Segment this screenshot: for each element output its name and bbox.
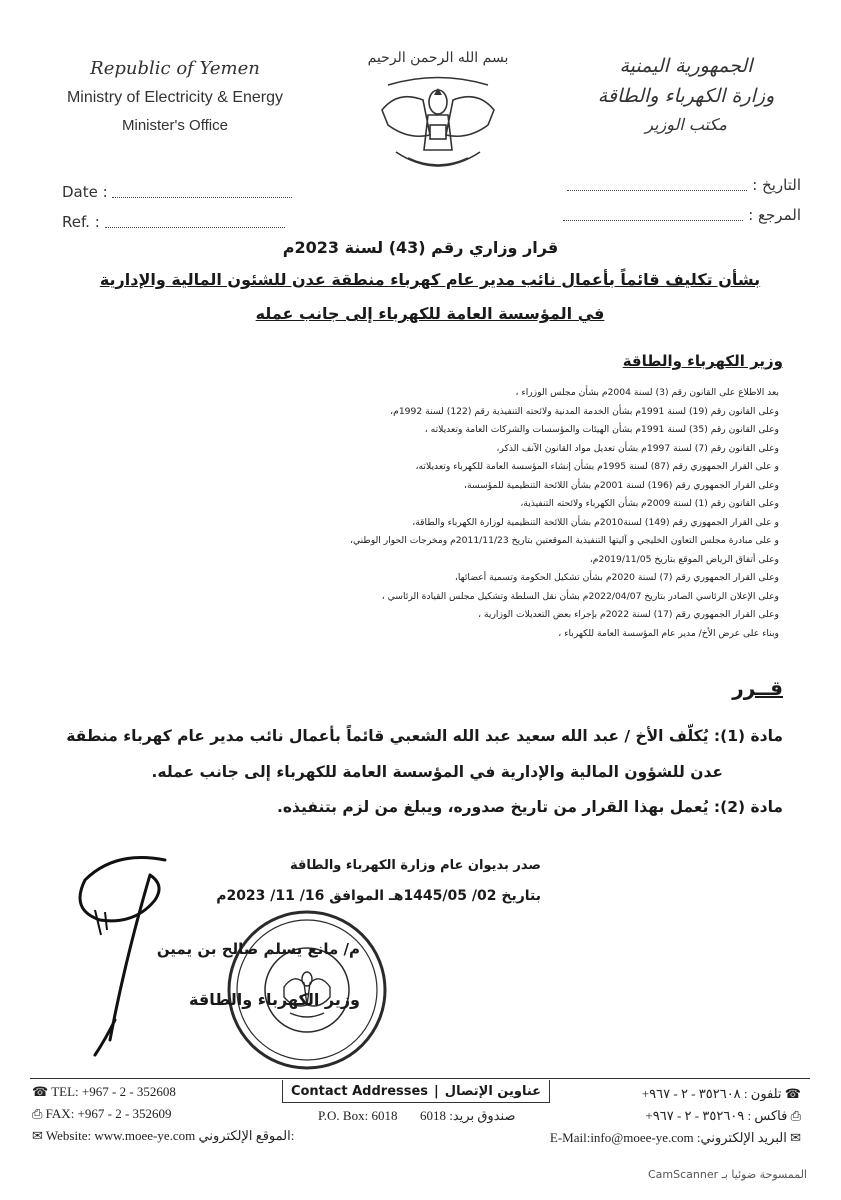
fax-icon: ⎙ — [32, 1106, 43, 1121]
preamble-item: بعد الاطلاع على القانون رقم (3) لسنة 2004م بشأن مجلس الوزراء ، — [515, 387, 779, 398]
decision-title: قرار وزاري رقم (43) لسنة 2023م — [282, 238, 559, 257]
contact-separator: | — [434, 1083, 439, 1099]
preamble-item: وبناء على عرض الأخ/ مدير عام المؤسسة العامة للكهرباء ، — [558, 627, 779, 639]
date-label-ar: التاريخ : — [752, 176, 801, 194]
article-1 — [63, 718, 783, 790]
phone-icon: ☎ — [32, 1084, 49, 1099]
ministry-name-ar: وزارة الكهرباء والطاقة — [597, 85, 775, 107]
tel-ar-text: تلفون : ٣٥٢٦٠٨ - ٢ - ٩٦٧+ — [641, 1086, 782, 1101]
pobox-ar: صندوق بريد: 6018 — [420, 1108, 516, 1123]
header-english — [60, 58, 290, 134]
footer-tel-en — [32, 1084, 176, 1100]
article-1-line1: مادة (1): يُكلّف الأخ / عبد الله سعيد عبد الله الشعبي قائماً بأعمال نائب مدير عام كهرباء منطقة — [66, 727, 783, 745]
pobox-en: P.O. Box: 6018 — [318, 1108, 398, 1123]
decision-subject-line1: بشأن تكليف قائماً بأعمال نائب مدير عام كهرباء منطقة عدن للشئون المالية والإدارية — [99, 270, 761, 289]
signatory-title: وزير الكهرباء والطاقة — [189, 990, 360, 1009]
minister-heading: وزير الكهرباء والطاقة — [622, 352, 783, 370]
fax-en-text: FAX: +967 - 2 - 352609 — [45, 1106, 172, 1121]
fax-ar-text: فاكس : ٣٥٢٦٠٩ - ٢ - ٩٦٧+ — [645, 1108, 788, 1123]
tel-en-text: TEL: +967 - 2 - 352608 — [51, 1084, 176, 1099]
footer-tel-ar — [642, 1086, 801, 1102]
date-field-en — [62, 183, 292, 201]
office-name-ar: مكتب الوزير — [645, 115, 727, 134]
footer-fax-ar — [645, 1108, 801, 1124]
phone-icon: ☎ — [784, 1086, 801, 1101]
camscanner-watermark: الممسوحة ضوئيا بـ CamScanner — [647, 1168, 807, 1181]
footer-website — [32, 1128, 294, 1144]
preamble-item: وعلى القانون رقم (35) لسنة 1991م بشأن الهيئات والمؤسسات والشركات العامة وتعديلاته ، — [424, 424, 779, 435]
date-dots-ar — [567, 180, 747, 191]
ref-dots-en — [105, 217, 285, 228]
article-1-line2: عدن للشؤون المالية والإدارية في المؤسسة العامة للكهرباء إلى جانب عمله. — [151, 763, 723, 781]
country-name-en: Republic of Yemen — [90, 58, 260, 79]
preamble-item: و على القرار الجمهوري رقم (149) لسنة2010م بشأن اللائحة التنظيمية لوزارة الكهرباء والطاقة، — [412, 516, 779, 528]
contact-heading-ar: عناوين الإتصال — [444, 1083, 542, 1099]
ref-field-en — [62, 213, 285, 231]
preamble-item: وعلى القانون رقم (7) لسنة 1997م بشأن تعديل مواد القانون الآنف الذكر، — [496, 442, 779, 454]
country-name-ar: الجمهورية اليمنية — [619, 55, 753, 77]
issued-date: بتاريخ 02/ 1445/05هـ الموافق 16/ 11/ 2023م — [216, 888, 541, 904]
mail-icon: ✉ — [790, 1130, 801, 1145]
signatory-name: م/ مانع يسلم صالح بن يمين — [156, 940, 360, 958]
website-label-ar: الموقع الإلكتروني: — [198, 1128, 295, 1143]
footer-pobox-ar — [420, 1108, 516, 1124]
date-field-ar — [567, 176, 801, 194]
preamble-item: وعلى أتفاق الرياض الموقع بتاريخ 2019/11/05م، — [589, 553, 779, 565]
decree-heading: قــرر — [732, 676, 783, 700]
contact-heading-en: Contact Addresses — [290, 1083, 429, 1099]
preamble-list — [179, 384, 779, 643]
issued-place: صدر بديوان عام وزارة الكهرباء والطاقة — [290, 858, 541, 873]
footer-email — [550, 1130, 801, 1146]
mail-icon: ✉ — [32, 1128, 43, 1143]
article-2: مادة (2): يُعمل بهذا القرار من تاريخ صدوره، ويبلغ من لزم بتنفيذه. — [277, 798, 783, 816]
date-label-en: Date : — [62, 183, 108, 201]
preamble-item: وعلى الإعلان الرئاسي الصادر بتاريخ 2022/04/07م بشأن نقل السلطة وتشكيل مجلس القيادة الرئاسي ، — [381, 590, 779, 602]
preamble-item: وعلى القرار الجمهوري رقم (196) لسنة 2001م بشأن اللائحة التنظيمية للمؤسسة، — [464, 479, 779, 491]
preamble-item: وعلى القرار الجمهوري رقم (7) لسنة 2020م بشأن تشكيل الحكومة وتسمية أعضائها، — [454, 572, 779, 583]
preamble-item: و على مبادرة مجلس التعاون الخليجي و آليتها التنفيذية الموقعتين بتاريخ 2011/11/23م ومخرجات الحوار الوطني، — [350, 535, 779, 546]
preamble-item: وعلى القانون رقم (1) لسنة 2009م بشأن الكهرباء ولائحته التنفيذية، — [520, 498, 779, 509]
fax-icon: ⎙ — [790, 1108, 801, 1123]
ref-label-en: Ref. : — [62, 213, 100, 231]
preamble-item: و على القرار الجمهوري رقم (87) لسنة 1995م بشأن إنشاء المؤسسة العامة للكهرباء وتعديلاته، — [415, 461, 779, 472]
decision-subject-line2: في المؤسسة العامة للكهرباء إلى جانب عمله — [255, 304, 605, 323]
contact-addresses-box — [282, 1080, 550, 1103]
website-text[interactable]: Website: www.moee-ye.com — [45, 1128, 196, 1143]
date-dots-en — [112, 187, 292, 198]
ref-label-ar: المرجع : — [748, 206, 801, 224]
yemen-eagle-emblem-icon — [368, 40, 508, 190]
footer-divider — [30, 1078, 810, 1079]
ref-field-ar — [563, 206, 801, 224]
footer-pobox — [318, 1108, 397, 1124]
email-text[interactable]: E-Mail:info@moee-ye.com — [549, 1130, 694, 1145]
header-arabic — [571, 55, 801, 134]
ministry-name-en: Ministry of Electricity & Energy — [66, 89, 284, 106]
email-label-ar: البريد الإلكتروني: — [696, 1130, 787, 1145]
basmala-text: بسم الله الرحمن الرحيم — [368, 50, 508, 66]
preamble-item: وعلى القانون رقم (19) لسنة 1991م بشأن الخدمة المدنية ولائحته التنفيذية رقم (122) لسنة 1992م، — [390, 405, 779, 417]
ref-dots-ar — [563, 210, 743, 221]
preamble-item: وعلى القرار الجمهوري رقم (17) لسنة 2022م بإجراء بعض التعديلات الوزارية ، — [478, 609, 779, 620]
office-name-en: Minister's Office — [122, 117, 228, 134]
footer-fax-en — [32, 1106, 172, 1122]
